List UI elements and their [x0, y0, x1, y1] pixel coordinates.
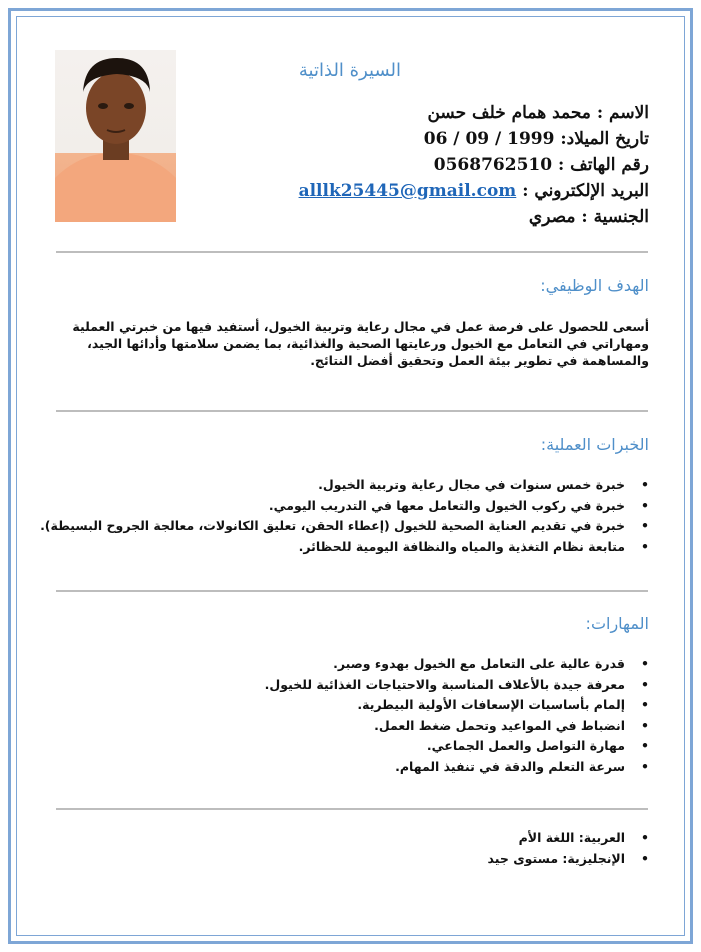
- languages-list: [488, 828, 649, 869]
- birthdate-line: [299, 126, 649, 152]
- bullet-icon: •: [641, 477, 649, 492]
- bullet-icon: •: [641, 518, 649, 533]
- personal-info: [299, 100, 649, 230]
- birthdate-value: 06 / 09 / 1999: [423, 129, 555, 149]
- bullet-icon: •: [641, 850, 649, 866]
- objective-text: أسعى للحصول على فرصة عمل في مجال رعاية وتربية الخيول، أستفيد فيها من خبرتي العملية ومهاراتي في التعامل مع الخيول ورعايتها الصحية والغذائية، بما يضمن سلامتها وأدائها الجيد، والمساهمة في تطوير بيئة العمل وتحقيق أفضل النتائج.: [72, 319, 649, 368]
- nationality-line: [299, 204, 649, 230]
- birthdate-label: تاريخ الميلاد:: [560, 129, 649, 149]
- bullet-icon: •: [641, 830, 649, 845]
- list-item: • قدرة عالية على التعامل مع الخيول بهدوء وصبر.: [265, 654, 649, 675]
- name-line: [299, 100, 649, 126]
- bullet-icon: •: [641, 717, 649, 733]
- bullet-icon: •: [641, 758, 649, 774]
- list-item: • خبرة في ركوب الخيول والتعامل معها في التدريب اليومي.: [40, 496, 649, 517]
- experience-list: [40, 475, 649, 557]
- list-item: • متابعة نظام التغذية والمياه والنظافة اليومية للحظائر.: [40, 537, 649, 558]
- bullet-icon: •: [641, 656, 649, 671]
- divider: [56, 808, 648, 810]
- skills-list: [265, 654, 649, 777]
- divider: [56, 410, 648, 412]
- list-item: • معرفة جيدة بالأعلاف المناسبة والاحتياجات الغذائية للخيول.: [265, 675, 649, 696]
- bullet-icon: •: [641, 538, 649, 554]
- name-value: محمد همام خلف حسن: [427, 103, 591, 123]
- objective-title: الهدف الوظيفي:: [540, 276, 649, 295]
- phone-value: 0568762510: [433, 155, 553, 175]
- list-item: • خبرة في تقديم العناية الصحية للخيول (إعطاء الحقن، تعليق الكانولات، معالجة الجروح البسيطة).: [40, 516, 649, 537]
- cv-title: السيرة الذاتية: [298, 60, 401, 81]
- phone-label: رقم الهاتف :: [557, 155, 649, 175]
- divider: [56, 251, 648, 253]
- skills-title: المهارات:: [585, 614, 649, 633]
- nationality-value: مصري: [528, 207, 576, 227]
- experience-title: الخبرات العملية:: [540, 435, 649, 454]
- profile-photo: [55, 50, 176, 222]
- bullet-icon: •: [641, 697, 649, 712]
- list-item: • العربية: اللغة الأم: [488, 828, 649, 849]
- email-label: البريد الإلكتروني :: [522, 181, 649, 201]
- email-line: [299, 178, 649, 204]
- bullet-icon: •: [641, 676, 649, 692]
- list-item: • سرعة التعلم والدقة في تنفيذ المهام.: [265, 757, 649, 778]
- bullet-icon: •: [641, 738, 649, 753]
- name-label: الاسم :: [596, 103, 649, 123]
- list-item: • إلمام بأساسيات الإسعافات الأولية البيطرية.: [265, 695, 649, 716]
- bullet-icon: •: [641, 497, 649, 513]
- list-item: • مهارة التواصل والعمل الجماعي.: [265, 736, 649, 757]
- list-item: • خبرة خمس سنوات في مجال رعاية وتربية الخيول.: [40, 475, 649, 496]
- phone-line: [299, 152, 649, 178]
- email-link[interactable]: alllk25445@gmail.com: [298, 181, 517, 201]
- list-item: • انضباط في المواعيد وتحمل ضغط العمل.: [265, 716, 649, 737]
- divider: [56, 590, 648, 592]
- nationality-label: الجنسية :: [581, 207, 649, 227]
- list-item: • الإنجليزية: مستوى جيد: [488, 849, 649, 870]
